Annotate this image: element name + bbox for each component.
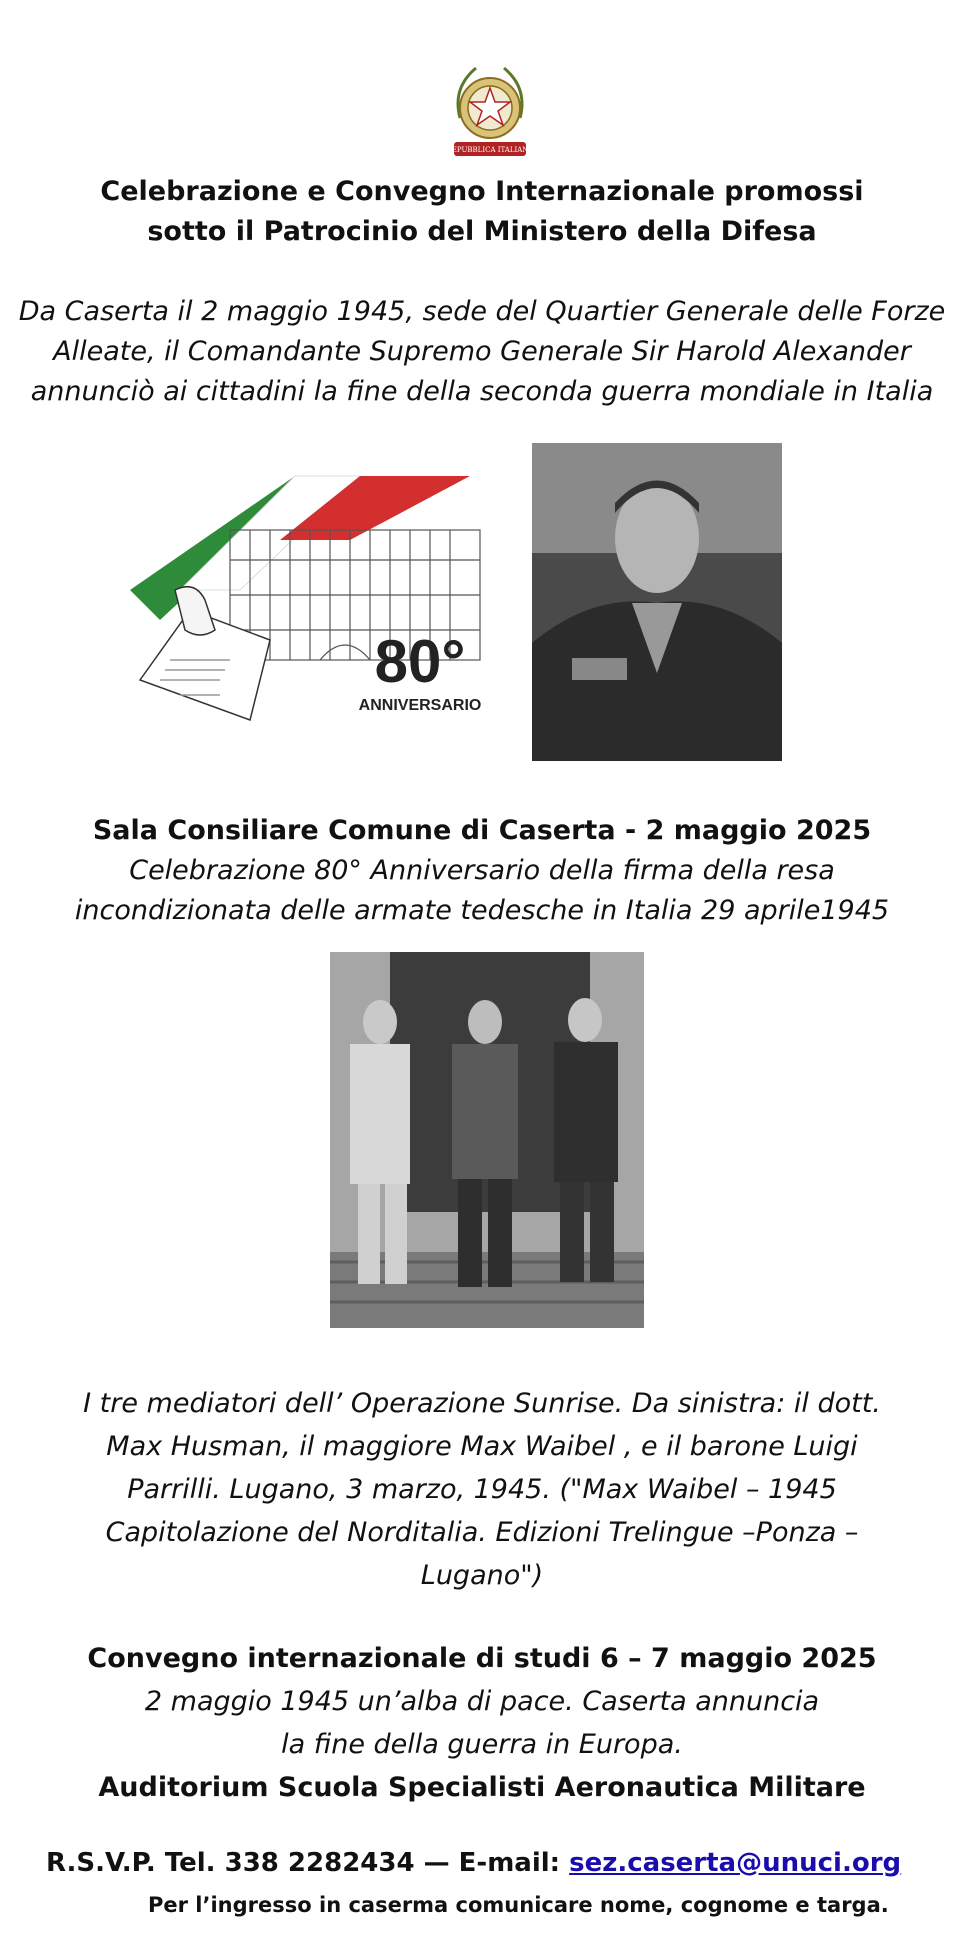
rsvp-line: [46, 1848, 901, 1878]
emblem-ribbon-text: REPUBBLICA ITALIANA: [446, 146, 534, 154]
event1-heading: Sala Consiliare Comune di Caserta - 2 maggio 2025: [92, 815, 872, 846]
repubblica-italiana-emblem-icon: [446, 58, 534, 164]
intro-line-3: annunciò ai cittadini la fine della seconda guerra mondiale in Italia: [30, 376, 934, 407]
title-line-1: Celebrazione e Convegno Internazionale promossi: [100, 176, 864, 207]
general-alexander-photo: [532, 443, 782, 761]
title-line-2: sotto il Patrocinio del Ministero della Difesa: [147, 216, 817, 247]
event1-line-1: Celebrazione 80° Anniversario della firma della resa: [129, 855, 835, 886]
intro-line-2: Alleate, il Comandante Supremo Generale Sir Harold Alexander: [53, 336, 911, 367]
sunrise-mediators-photo: [330, 952, 644, 1328]
caption-line-3: Parrilli. Lugano, 3 marzo, 1945. ("Max Waibel – 1945: [127, 1474, 837, 1505]
anniversary-number: 80°: [374, 628, 466, 695]
event2-line-2: la fine della guerra in Europa.: [281, 1729, 683, 1760]
intro-line-1: Da Caserta il 2 maggio 1945, sede del Quartier Generale delle Forze: [18, 296, 946, 327]
entry-note: Per l’ingresso in caserma comunicare nome, cognome e targa.: [148, 1893, 889, 1917]
caption-line-4: Capitolazione del Norditalia. Edizioni Trelingue –Ponza –: [105, 1517, 859, 1548]
caption-line-1: I tre mediatori dell’ Operazione Sunrise. Da sinistra: il dott.: [83, 1388, 881, 1419]
event2-line-1: 2 maggio 1945 un’alba di pace. Caserta annuncia: [144, 1686, 820, 1717]
caption-line-2: Max Husman, il maggiore Max Waibel , e il barone Luigi: [106, 1431, 858, 1462]
event1-line-2: incondizionata delle armate tedesche in Italia 29 aprile1945: [74, 895, 890, 926]
event2-venue: Auditorium Scuola Specialisti Aeronautica Militare: [98, 1772, 866, 1803]
anniversary-label: ANNIVERSARIO: [358, 697, 482, 714]
rsvp-text: R.S.V.P. Tel. 338 2282434 — E-mail:: [46, 1848, 570, 1878]
anniversary-logo: [120, 470, 492, 730]
caption-line-5: Lugano"): [420, 1560, 544, 1591]
event2-heading: Convegno internazionale di studi 6 – 7 maggio 2025: [87, 1643, 877, 1674]
email-link[interactable]: sez.caserta@unuci.org: [569, 1848, 902, 1878]
